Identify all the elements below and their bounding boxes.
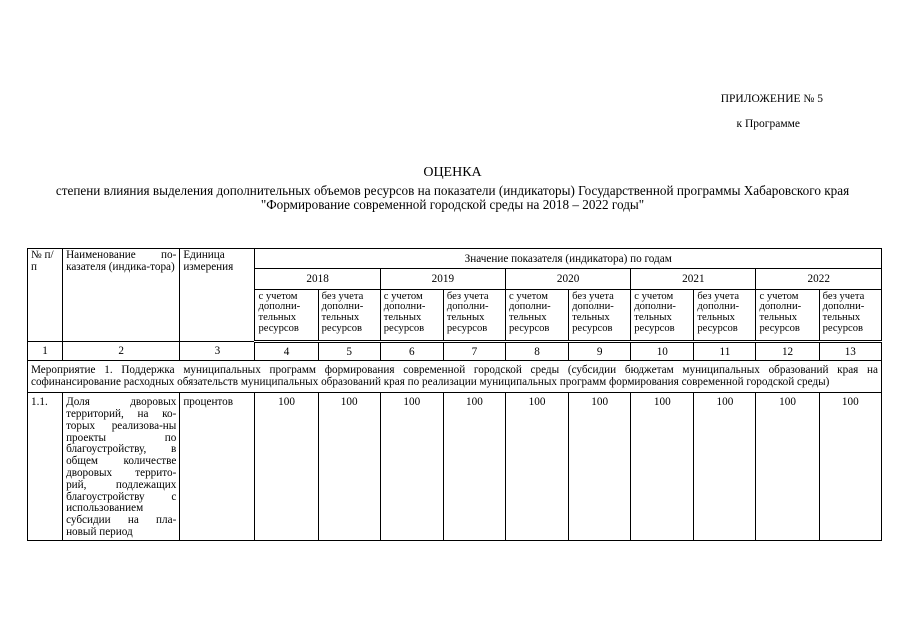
col-number: 11 [694, 342, 756, 361]
header-with-resources: с учетом дополни-тельных ресурсов [255, 289, 318, 341]
header-row-1 [28, 249, 882, 269]
header-year: 2021 [631, 268, 756, 289]
header-without-resources: без учета дополни-тельных ресурсов [694, 289, 756, 341]
header-without-resources: без учета дополни-тельных ресурсов [443, 289, 505, 341]
col-number: 8 [505, 342, 568, 361]
document-title: ОЦЕНКА [423, 165, 482, 180]
header-without-resources: без учета дополни-тельных ресурсов [819, 289, 881, 341]
row-unit: процентов [180, 393, 255, 541]
col-number: 5 [318, 342, 380, 361]
header-year: 2020 [505, 268, 630, 289]
header-name: Наименование по-казателя (индика-тора) [63, 249, 180, 342]
section-row [28, 361, 882, 393]
header-with-resources: с учетом дополни-тельных ресурсов [756, 289, 819, 341]
header-with-resources: с учетом дополни-тельных ресурсов [631, 289, 694, 341]
header-with-resources: с учетом дополни-тельных ресурсов [380, 289, 443, 341]
row-value: 100 [505, 393, 568, 541]
row-value: 100 [318, 393, 380, 541]
row-value: 100 [694, 393, 756, 541]
row-value: 100 [255, 393, 318, 541]
row-value: 100 [443, 393, 505, 541]
header-num: № п/п [28, 249, 63, 342]
col-number: 2 [63, 342, 180, 361]
header-year: 2018 [255, 268, 380, 289]
col-number: 1 [28, 342, 63, 361]
header-year: 2022 [756, 268, 882, 289]
appendix-number: ПРИЛОЖЕНИЕ № 5 [720, 93, 823, 105]
col-number: 12 [756, 342, 819, 361]
header-year: 2019 [380, 268, 505, 289]
row-value: 100 [819, 393, 881, 541]
column-numbers-row [28, 342, 882, 361]
header-without-resources: без учета дополни-тельных ресурсов [318, 289, 380, 341]
header-without-resources: без учета дополни-тельных ресурсов [569, 289, 631, 341]
table-row [28, 393, 882, 541]
col-number: 13 [819, 342, 881, 361]
row-value: 100 [380, 393, 443, 541]
document-subtitle: степени влияния выделения дополнительных объемов ресурсов на показатели (индикаторы) Государственной программы Хабаровского края "Формирование современной городской среды на 2018 – 2022 годы" [55, 183, 850, 212]
row-num: 1.1. [28, 393, 63, 541]
col-number: 3 [180, 342, 255, 361]
row-value: 100 [631, 393, 694, 541]
appendix-program: к Программе [736, 118, 800, 130]
col-number: 9 [569, 342, 631, 361]
row-value: 100 [569, 393, 631, 541]
col-number: 7 [443, 342, 505, 361]
row-indicator-name: Доля дворовых территорий, на ко-торых реализова-ны проекты по благоустройству, в общем количестве дворовых террито-рий, подлежащих благоустройству с использованием субсидии на пла-новый период [63, 393, 180, 541]
section-title: Мероприятие 1. Поддержка муниципальных программ формирования современной городской среды (субсидии бюджетам муниципальных образований края на софинансирование расходных обязательств муниципальных образований края по реализации муниципальных программ формирования современной городской среды) [28, 361, 882, 393]
header-values-group: Значение показателя (индикатора) по годам [255, 249, 882, 269]
header-with-resources: с учетом дополни-тельных ресурсов [505, 289, 568, 341]
row-value: 100 [756, 393, 819, 541]
header-unit: Единица измерения [180, 249, 255, 342]
col-number: 6 [380, 342, 443, 361]
col-number: 4 [255, 342, 318, 361]
col-number: 10 [631, 342, 694, 361]
indicator-table [27, 248, 882, 541]
